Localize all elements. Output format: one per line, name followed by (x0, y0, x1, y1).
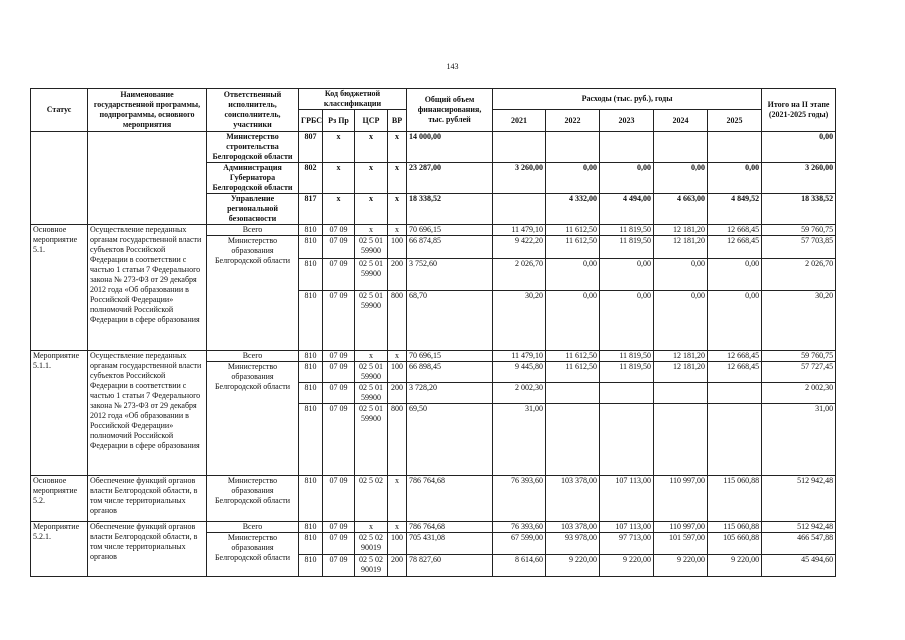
year-cell: 4 663,00 (654, 194, 708, 225)
table-row (31, 522, 836, 533)
header-stage-total: Итого на II этапе (2021-2025 годы) (762, 89, 836, 132)
year-cell: 11 612,50 (546, 351, 600, 362)
year-cell: 115 060,88 (708, 522, 762, 533)
grbs-cell: 810 (299, 533, 323, 555)
header-2022: 2022 (546, 110, 600, 132)
year-cell: 4 332,00 (546, 194, 600, 225)
csr-cell: х (355, 522, 388, 533)
grbs-cell: 810 (299, 404, 323, 476)
csr-cell: 02 5 02 90019 (355, 555, 388, 577)
executor-total-label: Всего (207, 351, 299, 362)
grbs-cell: 810 (299, 383, 323, 404)
vr-cell: 800 (388, 291, 407, 351)
name-cell: Осуществление переданных органам государственной власти субъектов Российской Федерации в соответствии с частью 1 статьи 7 Федерального закона № 273-ФЗ от 29 декабря 2012 года «Об образовании в Российской Федерации» полномочий Российской Федерации в сфере образования (88, 351, 207, 476)
year-cell: 12 668,45 (708, 362, 762, 383)
year-cell: 12 181,20 (654, 225, 708, 236)
year-cell (546, 383, 600, 404)
year-cell: 9 445,80 (493, 362, 546, 383)
year-cell (600, 404, 654, 476)
year-cell (546, 132, 600, 163)
grbs-cell: 810 (299, 225, 323, 236)
csr-cell: 02 5 01 59900 (355, 291, 388, 351)
year-cell: 67 599,00 (493, 533, 546, 555)
year-cell: 2 002,30 (493, 383, 546, 404)
year-cell: 0,00 (546, 259, 600, 291)
year-cell (708, 404, 762, 476)
year-cell: 12 181,20 (654, 362, 708, 383)
table-row (31, 225, 836, 236)
year-cell: 0,00 (600, 291, 654, 351)
status-cell: Основное мероприятие 5.1. (31, 225, 88, 351)
total-cell: 14 000,00 (407, 132, 493, 163)
year-cell: 31,00 (493, 404, 546, 476)
year-cell: 0,00 (708, 163, 762, 194)
header-budget-code: Код бюджетной классификации (299, 89, 407, 110)
total-cell: 3 752,60 (407, 259, 493, 291)
year-cell: 12 181,20 (654, 236, 708, 259)
header-2023: 2023 (600, 110, 654, 132)
grbs-cell: 810 (299, 362, 323, 383)
header-status: Статус (31, 89, 88, 132)
total-cell: 705 431,08 (407, 533, 493, 555)
stage-cell: 45 494,60 (762, 555, 836, 577)
total-cell: 786 764,68 (407, 522, 493, 533)
grbs-cell: 802 (299, 163, 323, 194)
year-cell (600, 132, 654, 163)
vr-cell: 200 (388, 383, 407, 404)
stage-cell: 466 547,88 (762, 533, 836, 555)
budget-table (30, 88, 836, 577)
year-cell: 30,20 (493, 291, 546, 351)
stage-cell: 31,00 (762, 404, 836, 476)
stage-cell: 57 727,45 (762, 362, 836, 383)
rz-cell: х (323, 194, 355, 225)
grbs-cell: 810 (299, 476, 323, 522)
stage-cell: 59 760,75 (762, 225, 836, 236)
stage-cell: 512 942,48 (762, 476, 836, 522)
csr-cell: 02 5 02 (355, 476, 388, 522)
total-cell: 786 764,68 (407, 476, 493, 522)
page-number: 143 (446, 62, 459, 71)
csr-cell: х (355, 225, 388, 236)
vr-cell: х (388, 194, 407, 225)
vr-cell: 100 (388, 236, 407, 259)
year-cell: 3 260,00 (493, 163, 546, 194)
vr-cell: 100 (388, 533, 407, 555)
year-cell: 11 612,50 (546, 362, 600, 383)
csr-cell: х (355, 163, 388, 194)
year-cell: 76 393,60 (493, 522, 546, 533)
name-cell: Обеспечение функций органов власти Белгородской области, в том числе территориальных органов (88, 522, 207, 577)
year-cell: 0,00 (600, 163, 654, 194)
header-vr: ВР (388, 110, 407, 132)
total-cell: 66 874,85 (407, 236, 493, 259)
header-csr: ЦСР (355, 110, 388, 132)
csr-cell: 02 5 02 90019 (355, 533, 388, 555)
year-cell (654, 132, 708, 163)
executor-cell: Министерство образования Белгородской области (207, 362, 299, 476)
rz-cell: 07 09 (323, 225, 355, 236)
year-cell (493, 132, 546, 163)
total-cell: 23 287,00 (407, 163, 493, 194)
year-cell: 9 220,00 (708, 555, 762, 577)
stage-cell: 2 026,70 (762, 259, 836, 291)
grbs-cell: 807 (299, 132, 323, 163)
year-cell: 12 668,45 (708, 225, 762, 236)
executor-cell: Министерство образования Белгородской области (207, 533, 299, 577)
header-total: Общий объем финансирования, тыс. рублей (407, 89, 493, 132)
year-cell: 11 819,50 (600, 362, 654, 383)
executor-cell: Администрация Губернатора Белгородской области (207, 163, 299, 194)
stage-cell: 18 338,52 (762, 194, 836, 225)
rz-cell: 07 09 (323, 362, 355, 383)
year-cell: 9 220,00 (546, 555, 600, 577)
table-row (31, 132, 836, 163)
table-row (31, 476, 836, 522)
total-cell: 70 696,15 (407, 351, 493, 362)
rz-cell: 07 09 (323, 259, 355, 291)
total-cell: 68,70 (407, 291, 493, 351)
rz-cell: х (323, 163, 355, 194)
year-cell: 4 494,00 (600, 194, 654, 225)
year-cell: 12 668,45 (708, 236, 762, 259)
year-cell: 101 597,00 (654, 533, 708, 555)
vr-cell: 200 (388, 555, 407, 577)
executor-cell: Министерство строительства Белгородской области (207, 132, 299, 163)
year-cell (708, 383, 762, 404)
header-2024: 2024 (654, 110, 708, 132)
grbs-cell: 810 (299, 291, 323, 351)
rz-cell: 07 09 (323, 383, 355, 404)
year-cell (493, 194, 546, 225)
total-cell: 70 696,15 (407, 225, 493, 236)
executor-total-label: Всего (207, 225, 299, 236)
rz-cell: х (323, 132, 355, 163)
year-cell: 0,00 (546, 163, 600, 194)
stage-cell: 30,20 (762, 291, 836, 351)
header-grbs: ГРБС (299, 110, 323, 132)
year-cell: 9 220,00 (654, 555, 708, 577)
rz-cell: 07 09 (323, 522, 355, 533)
year-cell (600, 383, 654, 404)
year-cell: 11 612,50 (546, 225, 600, 236)
status-cell: Мероприятие 5.2.1. (31, 522, 88, 577)
year-cell: 110 997,00 (654, 522, 708, 533)
csr-cell: х (355, 132, 388, 163)
rz-cell: 07 09 (323, 555, 355, 577)
stage-cell: 3 260,00 (762, 163, 836, 194)
year-cell: 11 612,50 (546, 236, 600, 259)
year-cell: 0,00 (654, 163, 708, 194)
year-cell: 115 060,88 (708, 476, 762, 522)
vr-cell: х (388, 132, 407, 163)
rz-cell: 07 09 (323, 404, 355, 476)
vr-cell: х (388, 225, 407, 236)
vr-cell: х (388, 522, 407, 533)
header-name: Наименование государственной программы, подпрограммы, основного мероприятия (88, 89, 207, 132)
header-rz: Рз Пр (323, 110, 355, 132)
year-cell: 9 220,00 (600, 555, 654, 577)
csr-cell: х (355, 351, 388, 362)
header-executor: Ответственный исполнитель, соисполнитель, участники (207, 89, 299, 132)
csr-cell: 02 5 01 59900 (355, 259, 388, 291)
year-cell: 105 660,88 (708, 533, 762, 555)
year-cell: 103 378,00 (546, 522, 600, 533)
executor-cell: Министерство образования Белгородской области (207, 236, 299, 351)
year-cell (654, 404, 708, 476)
rz-cell: 07 09 (323, 476, 355, 522)
table-row (31, 351, 836, 362)
csr-cell: 02 5 01 59900 (355, 383, 388, 404)
executor-total-label: Всего (207, 522, 299, 533)
year-cell: 0,00 (546, 291, 600, 351)
csr-cell: 02 5 01 59900 (355, 236, 388, 259)
vr-cell: х (388, 351, 407, 362)
stage-cell: 0,00 (762, 132, 836, 163)
year-cell: 93 978,00 (546, 533, 600, 555)
year-cell: 0,00 (654, 259, 708, 291)
year-cell: 11 819,50 (600, 236, 654, 259)
year-cell: 0,00 (708, 291, 762, 351)
year-cell: 97 713,00 (600, 533, 654, 555)
total-cell: 66 898,45 (407, 362, 493, 383)
year-cell: 12 181,20 (654, 351, 708, 362)
total-cell: 18 338,52 (407, 194, 493, 225)
year-cell: 107 113,00 (600, 476, 654, 522)
year-cell (654, 383, 708, 404)
executor-cell: Управление региональной безопасности (207, 194, 299, 225)
grbs-cell: 810 (299, 522, 323, 533)
year-cell: 4 849,52 (708, 194, 762, 225)
grbs-cell: 817 (299, 194, 323, 225)
year-cell: 0,00 (708, 259, 762, 291)
grbs-cell: 810 (299, 259, 323, 291)
vr-cell: 100 (388, 362, 407, 383)
csr-cell: х (355, 194, 388, 225)
vr-cell: 200 (388, 259, 407, 291)
year-cell: 11 819,50 (600, 225, 654, 236)
rz-cell: 07 09 (323, 533, 355, 555)
stage-cell: 512 942,48 (762, 522, 836, 533)
year-cell: 8 614,60 (493, 555, 546, 577)
year-cell: 11 819,50 (600, 351, 654, 362)
year-cell: 107 113,00 (600, 522, 654, 533)
year-cell: 12 668,45 (708, 351, 762, 362)
rz-cell: 07 09 (323, 236, 355, 259)
name-cell: Обеспечение функций органов власти Белгородской области, в том числе территориальных органов (88, 476, 207, 522)
year-cell: 0,00 (654, 291, 708, 351)
csr-cell: 02 5 01 59900 (355, 404, 388, 476)
header-2021: 2021 (493, 110, 546, 132)
stage-cell: 59 760,75 (762, 351, 836, 362)
total-cell: 78 827,60 (407, 555, 493, 577)
grbs-cell: 810 (299, 351, 323, 362)
year-cell: 2 026,70 (493, 259, 546, 291)
year-cell: 110 997,00 (654, 476, 708, 522)
grbs-cell: 810 (299, 555, 323, 577)
year-cell (708, 132, 762, 163)
year-cell: 103 378,00 (546, 476, 600, 522)
year-cell: 11 479,10 (493, 225, 546, 236)
status-cell: Основное мероприятие 5.2. (31, 476, 88, 522)
rz-cell: 07 09 (323, 291, 355, 351)
total-cell: 69,50 (407, 404, 493, 476)
vr-cell: х (388, 476, 407, 522)
year-cell: 9 422,20 (493, 236, 546, 259)
header-2025: 2025 (708, 110, 762, 132)
rz-cell: 07 09 (323, 351, 355, 362)
status-cell: Мероприятие 5.1.1. (31, 351, 88, 476)
total-cell: 3 728,20 (407, 383, 493, 404)
vr-cell: 800 (388, 404, 407, 476)
stage-cell: 2 002,30 (762, 383, 836, 404)
year-cell: 76 393,60 (493, 476, 546, 522)
year-cell: 0,00 (600, 259, 654, 291)
vr-cell: х (388, 163, 407, 194)
name-cell: Осуществление переданных органам государственной власти субъектов Российской Федерации в соответствии с частью 1 статьи 7 Федерального закона № 273-ФЗ от 29 декабря 2012 года «Об образовании в Российской Федерации» полномочий Российской Федерации в сфере образования (88, 225, 207, 351)
year-cell (546, 404, 600, 476)
executor-cell: Министерство образования Белгородской области (207, 476, 299, 522)
year-cell: 11 479,10 (493, 351, 546, 362)
header-expenses: Расходы (тыс. руб.), годы (493, 89, 762, 110)
stage-cell: 57 703,85 (762, 236, 836, 259)
csr-cell: 02 5 01 59900 (355, 362, 388, 383)
grbs-cell: 810 (299, 236, 323, 259)
